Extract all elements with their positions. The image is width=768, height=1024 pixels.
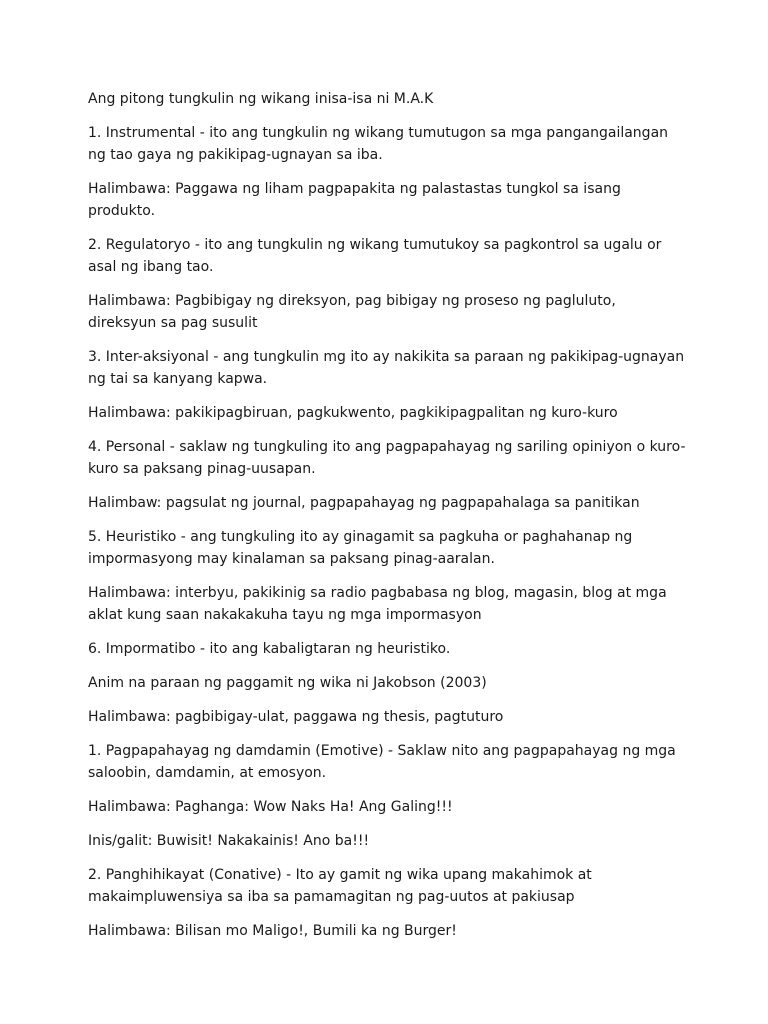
example-emotive-paghanga: Halimbawa: Paghanga: Wow Naks Ha! Ang Galing!!! xyxy=(88,799,453,815)
example-inter-aksiyonal: Halimbawa: pakikipagbiruan, pagkukwento, pagkikipagpalitan ng kuro-kuro xyxy=(88,405,618,421)
document-body xyxy=(88,88,688,954)
document-title: Ang pitong tungkulin ng wikang inisa-isa ni M.A.K xyxy=(88,91,434,107)
paragraph-regulatoryo: 2. Regulatoryo - ito ang tungkulin ng wikang tumutukoy sa pagkontrol sa ugalu or asal ng ibang tao. xyxy=(88,237,662,275)
paragraph-inter-aksiyonal: 3. Inter-aksiyonal - ang tungkulin mg ito ay nakikita sa paraan ng pakikipag-ugnayan ng tai sa kanyang kapwa. xyxy=(88,349,685,387)
paragraph-impormatibo: 6. Impormatibo - ito ang kabaligtaran ng heuristiko. xyxy=(88,641,451,657)
paragraph-emotive: 1. Pagpapahayag ng damdamin (Emotive) - Saklaw nito ang pagpapahayag ng mga saloobin, damdamin, at emosyon. xyxy=(88,743,676,781)
paragraph-heuristiko: 5. Heuristiko - ang tungkuling ito ay ginagamit sa pagkuha or paghahanap ng impormasyong may kinalaman sa paksang pinag-aaralan. xyxy=(88,529,633,567)
example-heuristiko: Halimbawa: interbyu, pakikinig sa radio pagbabasa ng blog, magasin, blog at mga aklat kung saan nakakakuha tayu ng mga impormasyon xyxy=(88,585,667,623)
example-instrumental: Halimbawa: Paggawa ng liham pagpapakita ng palastastas tungkol sa isang produkto. xyxy=(88,181,621,219)
example-emotive-inis: Inis/galit: Buwisit! Nakakainis! Ano ba!!! xyxy=(88,833,370,849)
section-heading-jakobson: Anim na paraan ng paggamit ng wika ni Jakobson (2003) xyxy=(88,675,487,691)
example-personal: Halimbaw: pagsulat ng journal, pagpapahayag ng pagpapahalaga sa panitikan xyxy=(88,495,640,511)
paragraph-conative: 2. Panghihikayat (Conative) - Ito ay gamit ng wika upang makahimok at makaimpluwensiya sa iba sa pamamagitan ng pag-uutos at pakiusap xyxy=(88,867,592,905)
example-regulatoryo: Halimbawa: Pagbibigay ng direksyon, pag bibigay ng proseso ng pagluluto, direksyun sa pag susulit xyxy=(88,293,616,331)
paragraph-instrumental: 1. Instrumental - ito ang tungkulin ng wikang tumutugon sa mga pangangailangan ng tao gaya ng pakikipag-ugnayan sa iba. xyxy=(88,125,669,163)
example-conative: Halimbawa: Bilisan mo Maligo!, Bumili ka ng Burger! xyxy=(88,923,457,939)
example-impormatibo: Halimbawa: pagbibigay-ulat, paggawa ng thesis, pagtuturo xyxy=(88,709,504,725)
paragraph-personal: 4. Personal - saklaw ng tungkuling ito ang pagpapahayag ng sariling opiniyon o kuro-kuro sa paksang pinag-uusapan. xyxy=(88,439,686,477)
